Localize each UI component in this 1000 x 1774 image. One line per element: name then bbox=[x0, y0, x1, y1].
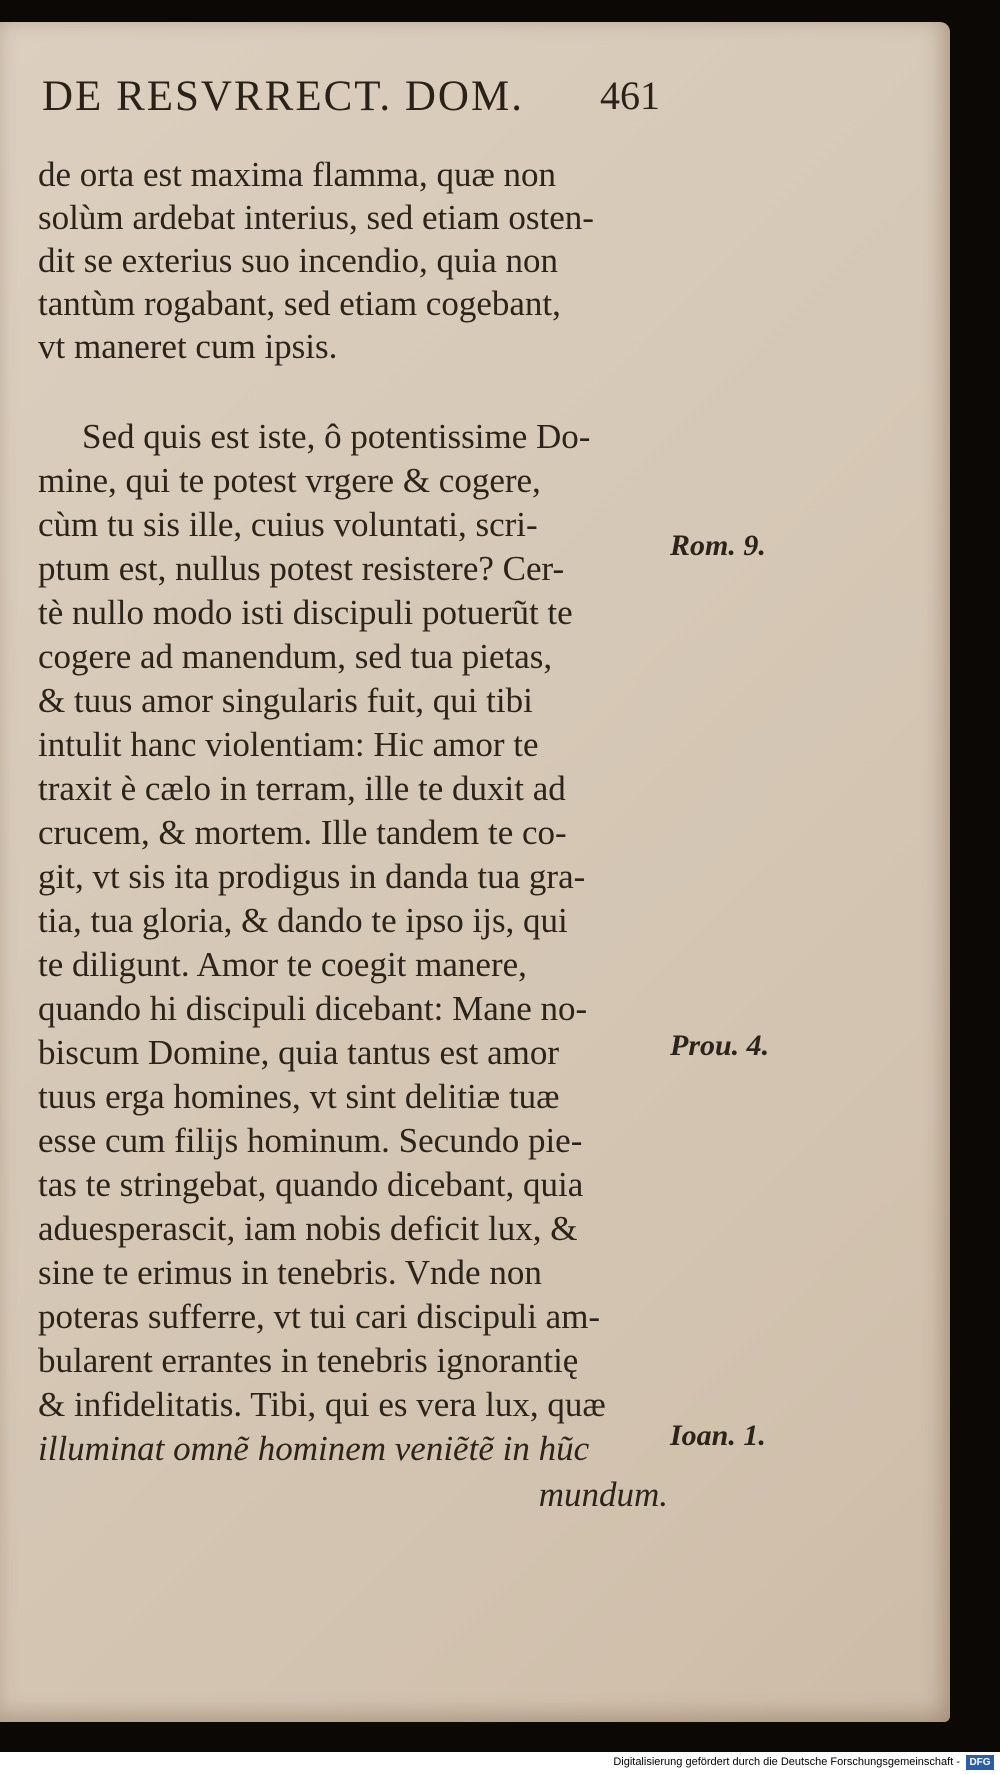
text-line: tuus erga homines, vt sint delitiæ tuæ bbox=[38, 1077, 560, 1116]
margin-note-prou: Prou. 4. bbox=[670, 1029, 770, 1062]
text-line: & tuus amor singularis fuit, qui tibi bbox=[38, 681, 533, 720]
footer-bar bbox=[0, 1752, 1000, 1774]
text-line: cùm tu sis ille, cuius voluntati, scri- bbox=[38, 505, 538, 544]
running-title: DE RESVRRECT. DOM. bbox=[42, 73, 524, 120]
text-line: aduesperascit, iam nobis deficit lux, & bbox=[38, 1209, 578, 1248]
text-line: & infidelitatis. Tibi, qui es vera lux, quæ bbox=[38, 1385, 606, 1424]
text-line: tè nullo modo isti discipuli potuerũt te bbox=[38, 593, 573, 632]
text-line: de orta est maxima flamma, quæ non bbox=[38, 155, 557, 194]
text-line: git, vt sis ita prodigus in danda tua gra- bbox=[38, 857, 586, 896]
text-line: solùm ardebat interius, sed etiam osten- bbox=[38, 198, 594, 237]
text-line: biscum Domine, quia tantus est amor bbox=[38, 1033, 560, 1072]
text-line: tia, tua gloria, & dando te ipso ijs, qui bbox=[38, 901, 568, 940]
text-line: tas te stringebat, quando dicebant, quia bbox=[38, 1165, 584, 1204]
text-line: mine, qui te potest vrgere & cogere, bbox=[38, 461, 541, 500]
dfg-logo: DFG bbox=[966, 1755, 994, 1770]
text-line: dit se exterius suo incendio, quia non bbox=[38, 241, 559, 280]
paragraph-start-line: Sed quis est iste, ô potentissime Do- bbox=[82, 417, 591, 456]
text-line: poteras sufferre, vt tui cari discipuli am- bbox=[38, 1297, 601, 1336]
text-line: traxit è cælo in terram, ille te duxit ad bbox=[38, 769, 566, 808]
text-line: crucem, & mortem. Ille tandem te co- bbox=[38, 813, 567, 852]
text-line: vt maneret cum ipsis. bbox=[38, 327, 338, 366]
text-line: te diligunt. Amor te coegit manere, bbox=[38, 945, 527, 984]
text-line: ptum est, nullus potest resistere? Cer- bbox=[38, 549, 565, 588]
book-page bbox=[0, 22, 950, 1722]
text-line: intulit hanc violentiam: Hic amor te bbox=[38, 725, 539, 764]
text-line: tantùm rogabant, sed etiam cogebant, bbox=[38, 284, 561, 323]
text-line-italic: illuminat omnẽ hominem veniẽtẽ in hũc bbox=[38, 1429, 590, 1468]
page-number: 461 bbox=[600, 73, 660, 118]
text-line: sine te erimus in tenebris. Vnde non bbox=[38, 1253, 542, 1292]
margin-note-ioan: Ioan. 1. bbox=[670, 1419, 766, 1452]
footer-credit: Digitalisierung gefördert durch die Deutsche Forschungsgemeinschaft - bbox=[613, 1756, 960, 1768]
text-line: esse cum filijs hominum. Secundo pie- bbox=[38, 1121, 583, 1160]
margin-note-rom: Rom. 9. bbox=[670, 529, 766, 562]
text-line: cogere ad manendum, sed tua pietas, bbox=[38, 637, 553, 676]
text-line-italic-final: mundum. bbox=[538, 1475, 668, 1514]
text-line: quando hi discipuli dicebant: Mane no- bbox=[38, 989, 588, 1028]
text-line: bularent errantes in tenebris ignorantię bbox=[38, 1341, 579, 1380]
